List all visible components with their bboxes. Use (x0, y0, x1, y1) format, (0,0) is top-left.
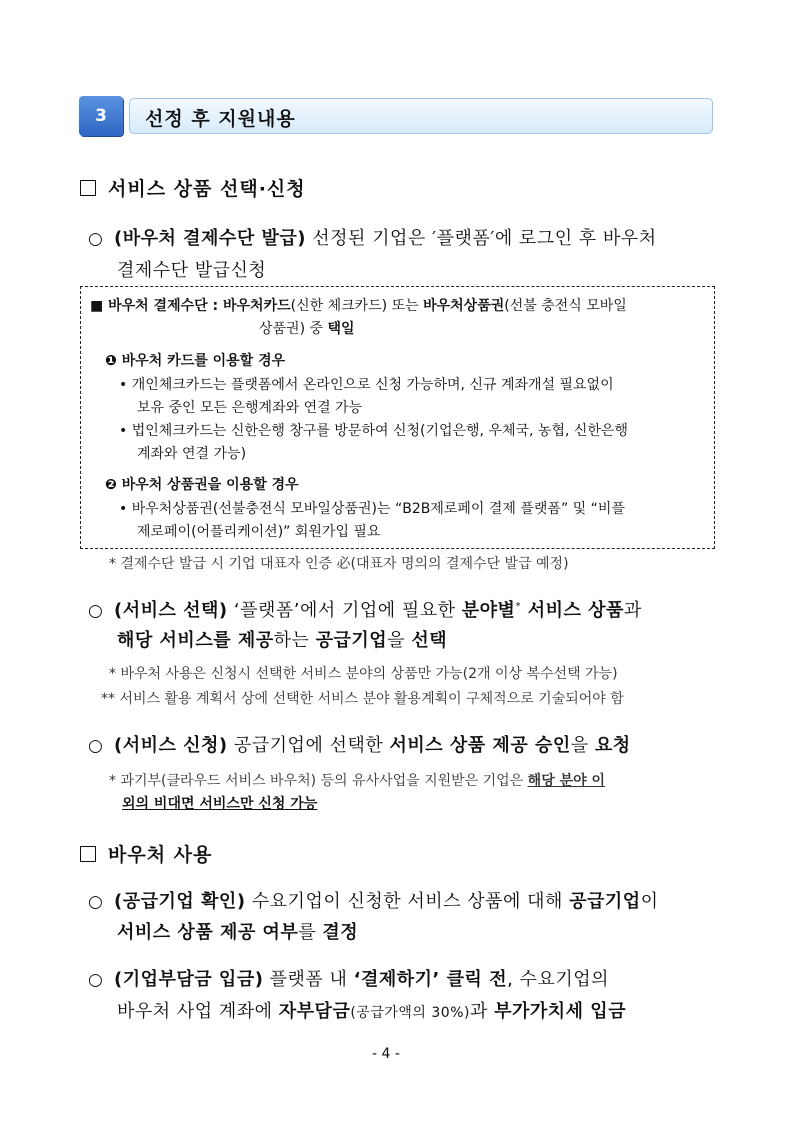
section-title: 선정 후 지원내용 (145, 108, 296, 130)
card-bullet1-line2: 보유 중인 모든 은행계좌와 연결 가능 (137, 400, 363, 416)
checkbox-square-icon (80, 180, 96, 196)
panel-title-line1: ■ 바우처 결제수단 : 바우처카드(신한 체크카드) 또는 바우처상품권(선불 충전식 모바일 (90, 298, 627, 314)
circle-bullet-icon: ○ (88, 601, 104, 621)
item-service-select-line2: 해당 서비스를 제공하는 공급기업을 선택 (117, 630, 448, 651)
note-service-plan: ** 서비스 활용 계획서 상에 선택한 서비스 분야 활용계획이 구체적으로 기술되어야 함 (101, 691, 624, 707)
note-payment-auth: * 결제수단 발급 시 기업 대표자 인증 必(대표자 명의의 결제수단 발급 예정) (109, 556, 569, 572)
item-service-apply: ○ (서비스 신청) 공급기업에 선택한 서비스 상품 제공 승인을 요청 (88, 735, 631, 756)
checkbox-square-icon (80, 846, 96, 862)
gift-bullet1-line2: 제로페이(어플리케이션)” 회원가입 필요 (137, 524, 381, 540)
circle-bullet-icon: ○ (88, 892, 104, 912)
heading-service-select: 서비스 상품 선택·신청 (80, 174, 306, 201)
card-heading: ❶ 바우처 카드를 이용할 경우 (105, 353, 286, 369)
item-voucher-payment-line2: 결제수단 발급신청 (117, 260, 267, 281)
note-similar-project: * 과기부(클라우드 서비스 바우처) 등의 유사사업을 지원받은 기업은 해당 분야 이 (109, 773, 606, 789)
card-bullet2-line1: • 법인체크카드는 신한은행 창구를 방문하여 신청(기업은행, 우체국, 농협, 신한은행 (119, 423, 628, 439)
gift-bullet1-line1: • 바우처상품권(선불충전식 모바일상품권)는 “B2B제로페이 결제 플랫폼” 및 “비플 (119, 501, 625, 517)
item-supplier-confirm: ○ (공급기업 확인) 수요기업이 신청한 서비스 상품에 대해 공급기업이 (88, 891, 659, 912)
circle-bullet-icon: ○ (88, 736, 104, 756)
gift-heading: ❷ 바우처 상품권을 이용할 경우 (105, 477, 299, 493)
card-bullet1-line1: • 개인체크카드는 플랫폼에서 온라인으로 신청 가능하며, 신규 계좌개설 필요없이 (119, 377, 614, 393)
item-company-deposit: ○ (기업부담금 입금) 플랫폼 내 ‘결제하기’ 클릭 전, 수요기업의 (88, 969, 609, 990)
note-similar-project-line2: 외의 비대면 서비스만 신청 가능 (122, 796, 318, 812)
section-number-badge: 3 (79, 96, 123, 136)
item-company-deposit-line2: 바우처 사업 계좌에 자부담금(공급가액의 30%)과 부가가치세 입금 (117, 1001, 627, 1022)
item-voucher-payment: ○ (바우처 결제수단 발급) 선정된 기업은 ′플랫폼′에 로그인 후 바우처 (88, 228, 657, 249)
circle-bullet-icon: ○ (88, 970, 104, 990)
heading-voucher-use: 바우처 사용 (80, 840, 212, 867)
card-bullet2-line2: 계좌와 연결 가능) (137, 446, 247, 462)
circle-bullet-icon: ○ (88, 229, 104, 249)
note-voucher-usage: * 바우처 사용은 신청시 선택한 서비스 분야의 상품만 가능(2개 이상 복수선택 가능) (109, 666, 618, 682)
item-supplier-confirm-line2: 서비스 상품 제공 여부를 결정 (117, 922, 359, 943)
item-service-select: ○ (서비스 선택) ‘플랫폼’에서 기업에 필요한 분야별* 서비스 상품과 (88, 600, 642, 621)
panel-title-line2: 상품권) 중 택일 (259, 321, 355, 337)
page-number: - 4 - (372, 1046, 400, 1062)
